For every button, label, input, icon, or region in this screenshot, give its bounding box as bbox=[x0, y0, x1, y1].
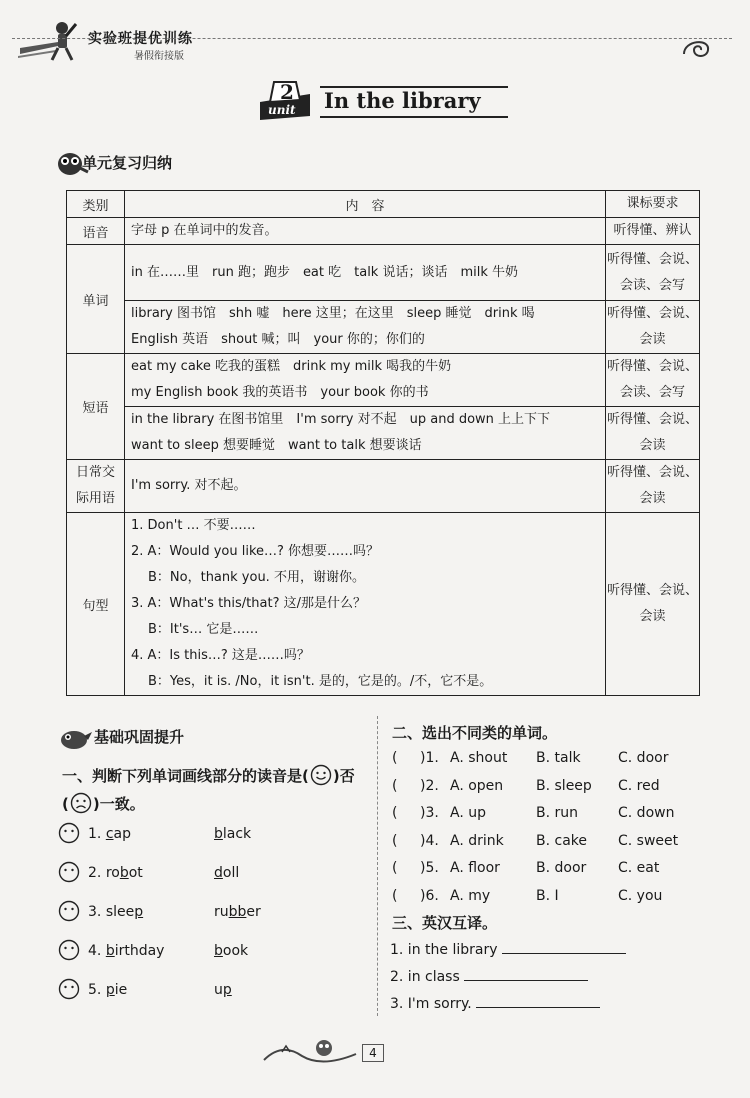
smile-face-icon bbox=[310, 764, 332, 786]
word-1: robot bbox=[105, 865, 143, 881]
column-divider bbox=[377, 716, 378, 1016]
requirement-cell: 听得懂、会说、 会读、会写 bbox=[606, 354, 700, 407]
question-number: )2. bbox=[420, 777, 439, 794]
pattern-line: B：It's… 它是…… bbox=[148, 622, 259, 637]
footer-decoration-icon bbox=[262, 1034, 358, 1066]
table-row bbox=[67, 301, 700, 354]
question-number: )5. bbox=[420, 860, 439, 876]
category-vocab: 单词 bbox=[67, 245, 125, 354]
swirl-icon bbox=[680, 34, 714, 62]
word-2: black bbox=[214, 826, 252, 842]
answer-bracket[interactable]: ( bbox=[392, 832, 398, 849]
word-1: sleep bbox=[105, 904, 144, 920]
part2-title: 二、选出不同类的单词。 bbox=[392, 724, 558, 742]
question-number: )6. bbox=[420, 887, 439, 904]
word-1: cap bbox=[105, 826, 131, 842]
category-phrases: 短语 bbox=[67, 354, 125, 460]
option-c: C. sweet bbox=[618, 832, 679, 849]
option-c: C. eat bbox=[618, 860, 660, 876]
word-2: rubber bbox=[214, 904, 261, 920]
part1-title-line2: ( )一致。 bbox=[62, 792, 145, 814]
list-item: 2. robot bbox=[88, 865, 143, 881]
content-line: eat my cake 吃我的蛋糕 drink my milk 喝我的牛奶 bbox=[131, 359, 452, 374]
pattern-line: 2. A：Would you like…? 你想要……吗？ bbox=[131, 544, 380, 559]
content-line: want to sleep 想要睡觉 want to talk 想要谈话 bbox=[131, 438, 422, 453]
translation-item: 1. in the library bbox=[390, 940, 626, 958]
content-line: my English book 我的英语书 your book 你的书 bbox=[131, 385, 429, 400]
category-patterns: 句型 bbox=[67, 513, 125, 696]
option-b: B. sleep bbox=[536, 777, 592, 794]
word-2: up bbox=[214, 982, 232, 998]
unit-title: In the library bbox=[324, 88, 481, 113]
table-row bbox=[67, 460, 700, 513]
option-b: B. run bbox=[536, 805, 579, 821]
content-line: in the library 在图书馆里 I'm sorry 对不起 up and down 上上下下 bbox=[131, 412, 551, 427]
content-line: in 在……里 run 跑；跑步 eat 吃 talk 说话；谈话 milk 牛奶 bbox=[131, 264, 519, 280]
table-row bbox=[67, 407, 700, 460]
answer-blank[interactable] bbox=[502, 940, 626, 954]
option-c: C. you bbox=[618, 887, 663, 904]
category-phonics: 语音 bbox=[67, 218, 125, 245]
requirement-cell: 听得懂、会说、 会读 bbox=[606, 513, 700, 696]
answer-face-icon[interactable] bbox=[58, 900, 80, 922]
header-subtitle: 暑假衔接版 bbox=[134, 51, 184, 62]
content-line: library 图书馆 shh 嘘 here 这里；在这里 sleep 睡觉 drink 喝 bbox=[131, 306, 535, 321]
list-item: 1. cap bbox=[88, 826, 131, 842]
content-line: 字母 p 在单词中的发音。 bbox=[131, 223, 278, 238]
answer-blank[interactable] bbox=[476, 994, 600, 1008]
pattern-line: B：Yes，it is. /No，it isn't. 是的，它是的。/不，它不是。 bbox=[148, 674, 493, 689]
answer-bracket[interactable]: ( bbox=[392, 805, 398, 821]
part1-title: 一、判断下列单词画线部分的读音是( )否 bbox=[62, 764, 355, 786]
list-item: 5. pie bbox=[88, 982, 128, 998]
review-heading: 单元复习归纳 bbox=[82, 154, 173, 172]
option-a: A. floor bbox=[450, 860, 500, 876]
review-table bbox=[66, 190, 700, 696]
table-row bbox=[67, 513, 700, 696]
table-row bbox=[67, 354, 700, 407]
bird-icon bbox=[56, 724, 92, 752]
pattern-line: B：No，thank you. 不用，谢谢你。 bbox=[148, 570, 365, 585]
pattern-line: 3. A：What's this/that? 这/那是什么？ bbox=[131, 596, 366, 611]
option-a: A. shout bbox=[450, 750, 508, 766]
requirement-cell: 听得懂、会说、 会读 bbox=[606, 460, 700, 513]
unit-number: 2 bbox=[280, 80, 294, 104]
word-2: doll bbox=[214, 865, 240, 881]
requirement-cell: 听得懂、会说、 会读、会写 bbox=[606, 245, 700, 301]
option-b: B. talk bbox=[536, 750, 581, 766]
content-line: English 英语 shout 喊；叫 your 你的；你们的 bbox=[131, 332, 425, 347]
option-a: A. up bbox=[450, 805, 486, 821]
option-a: A. my bbox=[450, 887, 491, 904]
answer-face-icon[interactable] bbox=[58, 822, 80, 844]
answer-face-icon[interactable] bbox=[58, 939, 80, 961]
unit-word: unit bbox=[268, 103, 296, 117]
sad-face-icon bbox=[70, 792, 92, 814]
col-header-requirement: 课标要求 bbox=[606, 191, 700, 218]
requirement-cell: 听得懂、会说、 会读 bbox=[606, 301, 700, 354]
part3-title: 三、英汉互译。 bbox=[392, 914, 498, 932]
option-c: C. red bbox=[618, 777, 660, 794]
col-header-content: 内 容 bbox=[125, 191, 606, 218]
header-divider bbox=[12, 38, 732, 39]
word-2: book bbox=[214, 943, 249, 959]
option-a: A. drink bbox=[450, 832, 504, 849]
page-number: 4 bbox=[362, 1044, 384, 1062]
option-b: B. door bbox=[536, 860, 587, 876]
option-c: C. down bbox=[618, 805, 675, 821]
header-mascot-icon bbox=[18, 18, 78, 62]
header-title: 实验班提优训练 bbox=[88, 31, 193, 47]
pattern-lines bbox=[125, 513, 606, 696]
answer-bracket[interactable]: ( bbox=[392, 777, 398, 794]
answer-bracket[interactable]: ( bbox=[392, 750, 398, 766]
question-number: )3. bbox=[420, 805, 439, 821]
list-item: 3. sleep bbox=[88, 904, 144, 920]
requirement-cell: 听得懂、辨认 bbox=[606, 218, 700, 245]
option-b: B. cake bbox=[536, 832, 588, 849]
translation-item: 2. in class bbox=[390, 967, 588, 985]
answer-bracket[interactable]: ( bbox=[392, 887, 398, 904]
pattern-line: 4. A：Is this…? 这是……吗？ bbox=[131, 648, 310, 663]
requirement-cell: 听得懂、会说、 会读 bbox=[606, 407, 700, 460]
option-b: B. I bbox=[536, 887, 559, 904]
word-1: birthday bbox=[105, 943, 165, 959]
category-daily: 日常交 际用语 bbox=[67, 460, 125, 513]
question-number: )4. bbox=[420, 832, 439, 849]
translation-item: 3. I'm sorry. bbox=[390, 994, 600, 1012]
table-row bbox=[67, 218, 700, 245]
answer-bracket[interactable]: ( bbox=[392, 860, 398, 876]
col-header-category: 类别 bbox=[67, 191, 125, 218]
table-header-row bbox=[67, 191, 700, 218]
basic-heading: 基础巩固提升 bbox=[94, 728, 185, 746]
answer-face-icon[interactable] bbox=[58, 861, 80, 883]
answer-blank[interactable] bbox=[464, 967, 588, 981]
list-item: 4. birthday bbox=[88, 943, 165, 959]
pattern-line: 1. Don't … 不要…… bbox=[131, 518, 256, 533]
option-a: A. open bbox=[450, 777, 504, 794]
answer-face-icon[interactable] bbox=[58, 978, 80, 1000]
table-row bbox=[67, 245, 700, 301]
word-1: pie bbox=[105, 982, 128, 998]
option-c: C. door bbox=[618, 750, 669, 766]
content-line: I'm sorry. 对不起。 bbox=[131, 478, 247, 493]
question-number: )1. bbox=[420, 750, 439, 766]
